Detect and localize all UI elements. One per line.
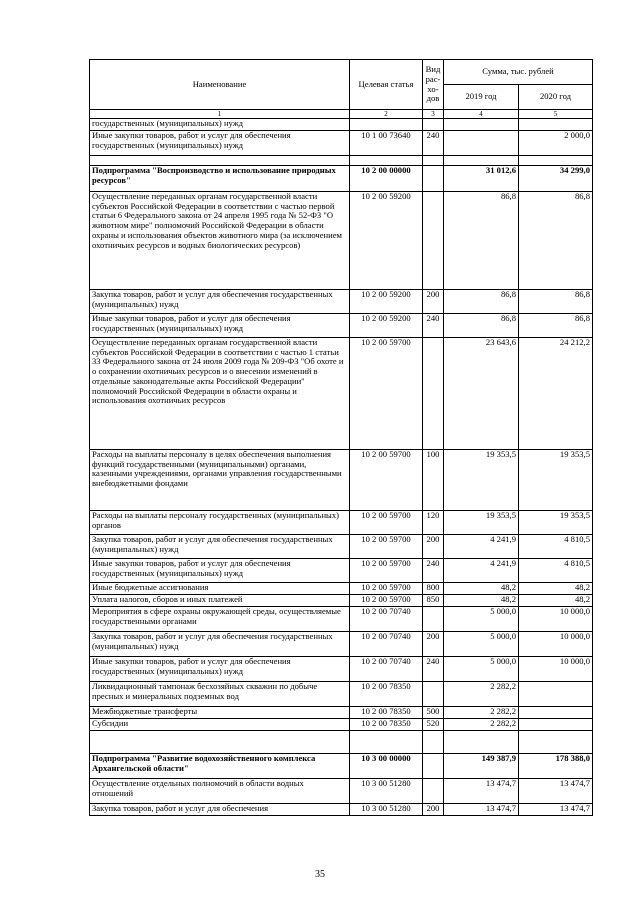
row-name: Уплата налогов, сборов и иных платежей [90,595,350,607]
row-kind [423,192,444,290]
row-kind: 800 [423,583,444,595]
row-code: 10 2 00 70740 [350,607,423,632]
row-name: Иные закупки товаров, работ и услуг для обеспечения государственных (муниципальных) нужд [90,314,350,338]
table-row [90,719,593,731]
table-row [90,314,593,338]
table-row [90,450,593,511]
row-2020: 48,2 [519,583,593,595]
table-row [90,192,593,290]
table-row [90,595,593,607]
row-name: Мероприятия в сфере охраны окружающей среды, осуществляемые государственными органами [90,607,350,632]
row-2019: 5 000,0 [444,657,519,682]
row-name: Закупка товаров, работ и услуг для обеспечения государственных (муниципальных) нужд [90,632,350,657]
row-2019 [444,119,519,131]
row-name: Закупка товаров, работ и услуг для обеспечения государственных (муниципальных) нужд [90,290,350,314]
row-name: Закупка товаров, работ и услуг для обеспечения [90,804,350,816]
row-code: 10 1 00 73640 [350,131,423,156]
table-row [90,682,593,707]
row-2019: 2 282,2 [444,707,519,719]
row-2019 [444,131,519,156]
header-name: Наименование [90,60,350,110]
row-name: Закупка товаров, работ и услуг для обеспечения государственных (муниципальных) нужд [90,535,350,559]
table-row [90,511,593,535]
row-code: 10 2 00 00000 [350,166,423,192]
row-name: Иные закупки товаров, работ и услуг для обеспечения государственных (муниципальных) нужд [90,559,350,583]
row-2020 [519,707,593,719]
row-2020: 10 000,0 [519,632,593,657]
row-2020: 48,2 [519,595,593,607]
row-2019: 4 241,9 [444,535,519,559]
row-name: Иные бюджетные ассигнования [90,583,350,595]
row-name: Подпрограмма "Воспроизводство и использование природных ресурсов" [90,166,350,192]
row-2019: 86,8 [444,314,519,338]
row-kind [423,754,444,779]
row-2020 [519,682,593,707]
row-code: 10 3 00 51280 [350,779,423,804]
row-code: 10 2 00 59700 [350,338,423,450]
row-code: 10 2 00 59200 [350,192,423,290]
header-target: Целевая статья [350,60,423,110]
table-row [90,290,593,314]
row-2020: 24 212,2 [519,338,593,450]
row-2020: 86,8 [519,192,593,290]
row-2019: 13 474,7 [444,804,519,816]
row-kind: 200 [423,290,444,314]
row-2020: 4 810,5 [519,535,593,559]
row-name: Подпрограмма "Развитие водохозяйственного комплекса Архангельской области" [90,754,350,779]
row-kind: 240 [423,559,444,583]
row-code: 10 2 00 78350 [350,707,423,719]
row-code: 10 3 00 00000 [350,754,423,779]
row-code: 10 2 00 59700 [350,559,423,583]
table-row [90,707,593,719]
row-2019: 2 282,2 [444,682,519,707]
row-2020: 10 000,0 [519,607,593,632]
row-kind: 120 [423,511,444,535]
row-2020: 86,8 [519,314,593,338]
row-kind [423,338,444,450]
row-2020: 19 353,5 [519,450,593,511]
table-row [90,131,593,156]
row-code: 10 2 00 70740 [350,632,423,657]
row-code: 10 2 00 59200 [350,314,423,338]
col-num: 5 [519,110,593,119]
row-code: 10 2 00 78350 [350,682,423,707]
row-2019: 19 353,5 [444,450,519,511]
row-code [350,119,423,131]
row-kind: 200 [423,804,444,816]
row-name: Субсидии [90,719,350,731]
row-kind: 500 [423,707,444,719]
row-2019: 149 387,9 [444,754,519,779]
table-row [90,535,593,559]
table-row [90,338,593,450]
row-name: Иные закупки товаров, работ и услуг для обеспечения государственных (муниципальных) нужд [90,657,350,682]
row-2019: 4 241,9 [444,559,519,583]
row-code: 10 2 00 59700 [350,450,423,511]
header-sum: Сумма, тыс. рублей [444,60,593,85]
row-kind: 240 [423,314,444,338]
col-num: 3 [423,110,444,119]
row-kind: 200 [423,535,444,559]
row-kind: 520 [423,719,444,731]
row-kind: 850 [423,595,444,607]
spacer-row [90,156,593,166]
table-row [90,119,593,131]
row-code: 10 2 00 59700 [350,583,423,595]
row-2020: 19 353,5 [519,511,593,535]
row-2019: 19 353,5 [444,511,519,535]
row-2020: 2 000,0 [519,131,593,156]
table-row [90,166,593,192]
page-number: 35 [315,869,325,880]
row-2020: 178 388,0 [519,754,593,779]
row-2019: 13 474,7 [444,779,519,804]
row-2020: 13 474,7 [519,804,593,816]
row-2020: 34 299,0 [519,166,593,192]
column-numbers-row [90,110,593,119]
row-kind [423,119,444,131]
row-name: государственных (муниципальных) нужд [90,119,350,131]
row-2019: 2 282,2 [444,719,519,731]
table-row [90,657,593,682]
row-name: Межбюджетные трансферты [90,707,350,719]
row-code: 10 2 00 70740 [350,657,423,682]
row-code: 10 2 00 59700 [350,511,423,535]
table-row [90,804,593,816]
row-code: 10 2 00 78350 [350,719,423,731]
row-2019: 48,2 [444,583,519,595]
row-code: 10 2 00 59200 [350,290,423,314]
row-2019: 86,8 [444,290,519,314]
row-kind [423,682,444,707]
table-row [90,632,593,657]
budget-table [89,59,593,816]
row-name: Расходы на выплаты персоналу в целях обеспечения выполнения функций государственными (муниципальными) органами, казенными учреждениями, органами управления государственными внебюджетными фондами [90,450,350,511]
row-2019: 86,8 [444,192,519,290]
row-kind [423,779,444,804]
row-2019: 5 000,0 [444,607,519,632]
row-name: Осуществление переданных органам государственной власти субъектов Российской Федерации в соответствии с частью первой статьи 6 Федерального закона от 24 апреля 1995 года № 52-ФЗ "О животном мире" полномочий Российской Федерации в области охраны и использования объектов животного мира (за исключением охотничьих ресурсов и водных биологических ресурсов) [90,192,350,290]
row-name: Расходы на выплаты персоналу государственных (муниципальных) органов [90,511,350,535]
row-kind [423,166,444,192]
row-2020: 4 810,5 [519,559,593,583]
row-2020 [519,119,593,131]
row-2020: 10 000,0 [519,657,593,682]
row-2019: 5 000,0 [444,632,519,657]
row-kind: 240 [423,657,444,682]
row-name: Осуществление переданных органам государственной власти субъектов Российской Федерации в соответствии с частью 1 статьи 33 Федерального закона от 24 июля 2009 года № 209-ФЗ "Об охоте и о сохранении охотничьих ресурсов и о внесении изменений в отдельные законодательные акты Российской Федерации" полномочий Российской Федерации в области охраны и использования охотничьих ресурсов [90,338,350,450]
row-2019: 48,2 [444,595,519,607]
row-2020 [519,719,593,731]
row-name: Иные закупки товаров, работ и услуг для обеспечения государственных (муниципальных) нужд [90,131,350,156]
table-row [90,754,593,779]
col-num: 2 [350,110,423,119]
row-kind: 240 [423,131,444,156]
header-kind: Вид рас- хо- дов [423,60,444,110]
spacer-row [90,731,593,754]
table-row [90,559,593,583]
row-kind: 200 [423,632,444,657]
row-2020: 13 474,7 [519,779,593,804]
header-row [90,60,593,85]
row-kind: 100 [423,450,444,511]
col-num: 4 [444,110,519,119]
table-row [90,607,593,632]
row-name: Осуществление отдельных полномочий в области водных отношений [90,779,350,804]
row-name: Ликвидационный тампонаж бесхозяйных скважин по добыче пресных и минеральных подземных вод [90,682,350,707]
header-2020: 2020 год [519,85,593,110]
row-code: 10 2 00 59700 [350,595,423,607]
row-2020: 86,8 [519,290,593,314]
row-2019: 23 643,6 [444,338,519,450]
table-row [90,779,593,804]
row-kind [423,607,444,632]
table-row [90,583,593,595]
row-code: 10 3 00 51280 [350,804,423,816]
row-2019: 31 012,6 [444,166,519,192]
col-num: 1 [90,110,350,119]
row-code: 10 2 00 59700 [350,535,423,559]
header-2019: 2019 год [444,85,519,110]
